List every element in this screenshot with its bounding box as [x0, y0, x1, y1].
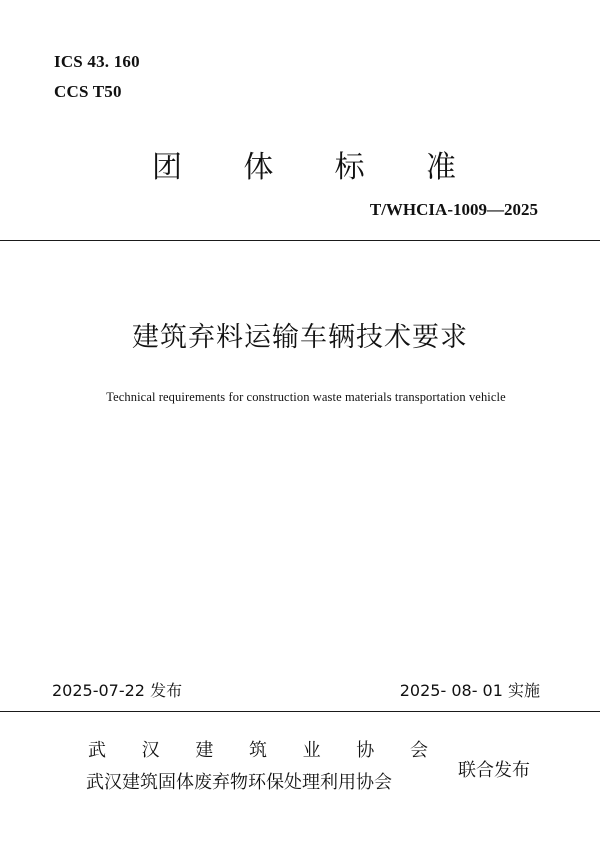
issuer-org-1-char: 建 [195, 740, 214, 761]
issue-date: 2025-07-22 发布 [52, 681, 183, 700]
standard-code: T/WHCIA-1009—2025 [369, 200, 538, 219]
top-divider [0, 240, 600, 241]
bottom-divider [0, 711, 600, 712]
issuer-org-1-char: 武 [88, 740, 106, 761]
issuer-org-1 [88, 736, 428, 762]
standard-type-char: 准 [425, 150, 456, 185]
ccs-code: CCS T50 [54, 82, 122, 101]
issuer-org-1-char: 协 [356, 740, 375, 761]
title-english: Technical requirements for construction waste materials transportation vehicle [106, 390, 506, 404]
standard-type [152, 142, 456, 186]
standard-type-char: 标 [334, 150, 365, 185]
issuer-org-1-char: 汉 [141, 740, 160, 761]
implementation-date: 2025- 08- 01 实施 [399, 681, 540, 700]
standard-type-char: 体 [243, 150, 274, 185]
issuer-org-1-char: 业 [302, 740, 321, 761]
issuer-org-2: 武汉建筑固体废弃物环保处理利用协会 [86, 772, 392, 793]
standard-type-char: 团 [152, 150, 182, 185]
issuer-org-1-char: 会 [409, 740, 428, 761]
title-chinese: 建筑弃料运输车辆技术要求 [132, 322, 468, 353]
ics-code: ICS 43. 160 [54, 52, 140, 71]
issuer-org-1-char: 筑 [248, 740, 267, 761]
joint-release-label: 联合发布 [458, 760, 530, 781]
